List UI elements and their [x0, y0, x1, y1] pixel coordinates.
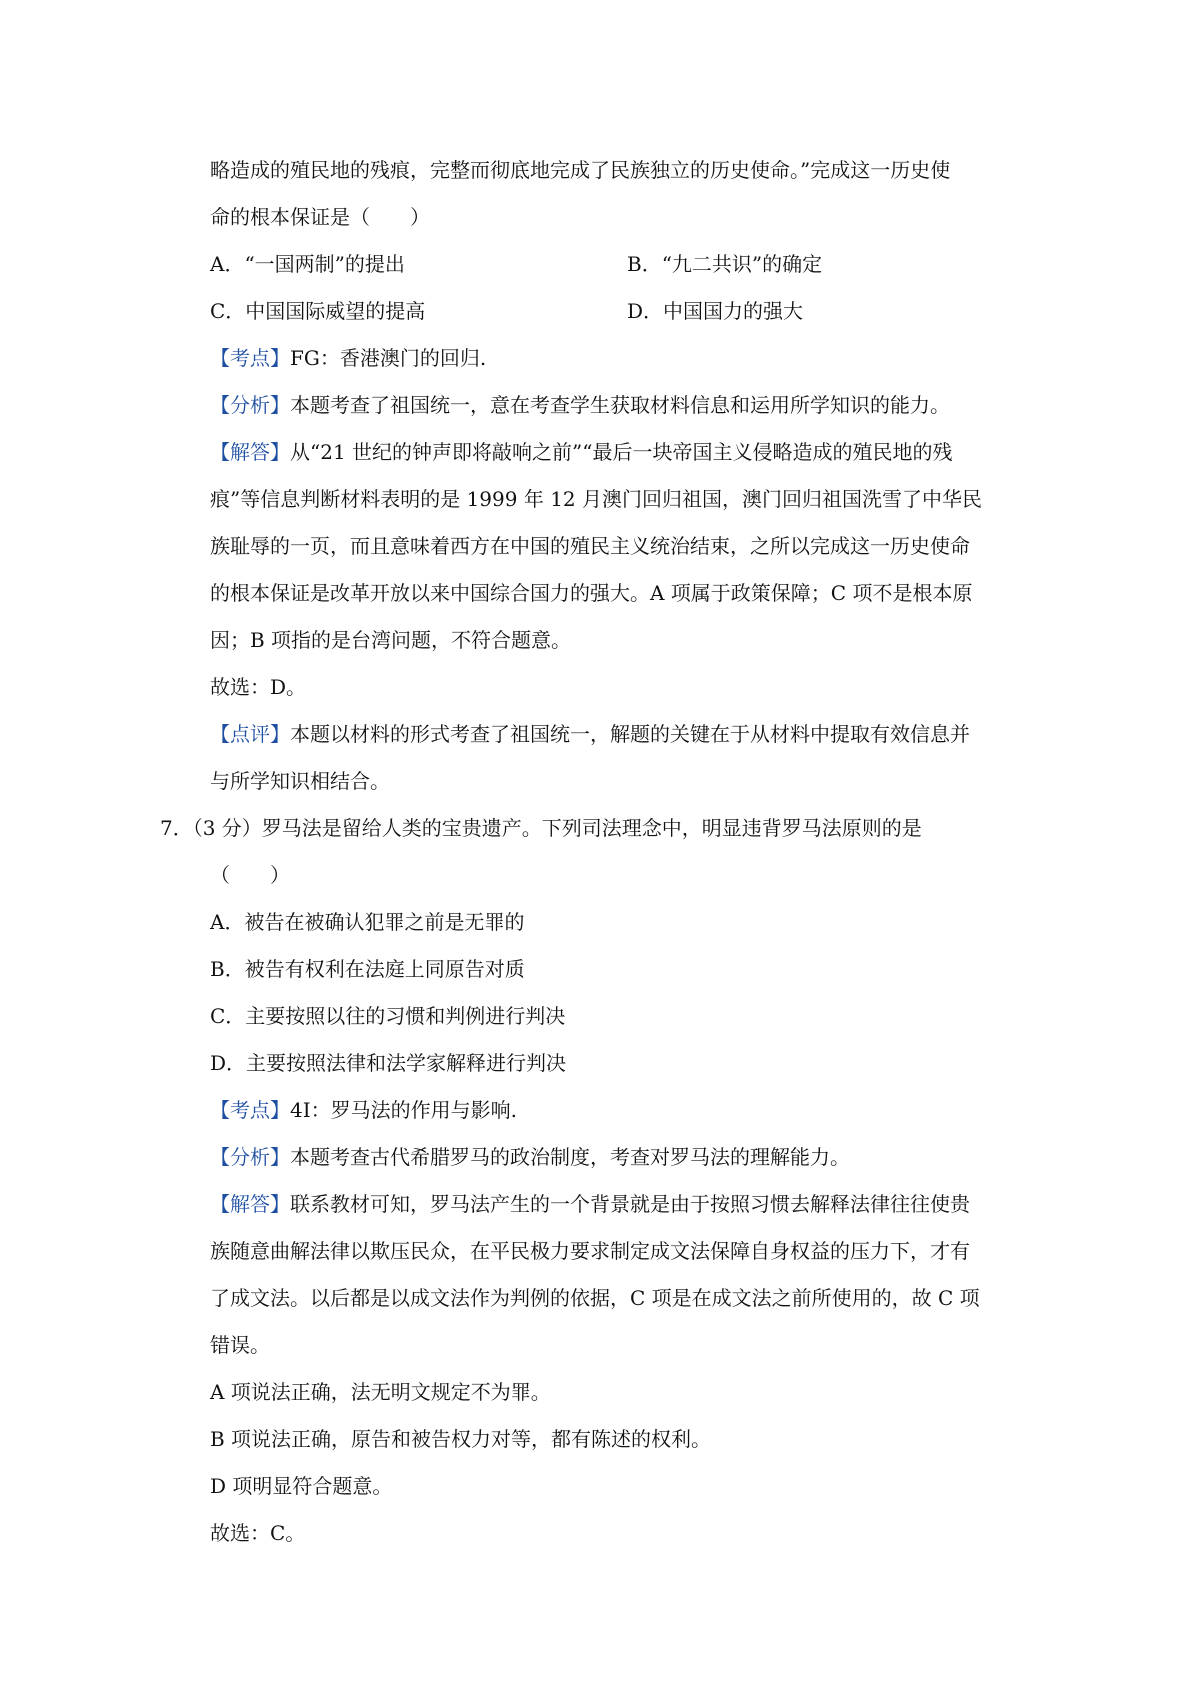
- q7-fenxi: [210, 1143, 850, 1171]
- jieda-tag: 【解答】: [210, 440, 290, 464]
- q7-option-b: B．被告有权利在法庭上同原告对质: [210, 957, 525, 981]
- q7-kaodian: [210, 1096, 517, 1124]
- q7-option-a: A．被告在被确认犯罪之前是无罪的: [210, 910, 525, 934]
- fenxi-text: 本题考查了祖国统一，意在考查学生获取材料信息和运用所学知识的能力。: [290, 393, 950, 417]
- q6-jieda-line-1: [210, 438, 952, 466]
- kaodian-text: 4I：罗马法的作用与影响.: [290, 1098, 517, 1122]
- q6-jieda-line-5: 因；B 项指的是台湾问题，不符合题意。: [210, 628, 572, 652]
- q6-jieda-line-2: 痕”等信息判断材料表明的是 1999 年 12 月澳门回归祖国，澳门回归祖国洗雪了中华民: [210, 487, 983, 511]
- q6-option-d: D．中国国力的强大: [627, 299, 804, 323]
- q7-note-a: A 项说法正确，法无明文规定不为罪。: [210, 1380, 551, 1404]
- q7-note-b: B 项说法正确，原告和被告权力对等，都有陈述的权利。: [210, 1427, 712, 1451]
- q6-stem-line-1: 略造成的殖民地的残痕，完整而彻底地完成了民族独立的历史使命。”完成这一历史使: [210, 158, 951, 182]
- q6-stem-line-2: 命的根本保证是（ ）: [210, 205, 430, 229]
- q7-stem-line-2: （ ）: [210, 863, 290, 887]
- kaodian-tag: 【考点】: [210, 346, 290, 370]
- dianping-text: 本题以材料的形式考查了祖国统一，解题的关键在于从材料中提取有效信息并: [290, 722, 970, 746]
- fenxi-tag: 【分析】: [210, 1145, 290, 1169]
- kaodian-text: FG：香港澳门的回归.: [290, 346, 487, 370]
- q6-option-c: C．中国国际威望的提高: [210, 299, 426, 323]
- q7-jieda-line-2: 族随意曲解法律以欺压民众，在平民极力要求制定成文法保障自身权益的压力下，才有: [210, 1239, 970, 1263]
- q6-jieda-line-3: 族耻辱的一页，而且意味着西方在中国的殖民主义统治结束，之所以完成这一历史使命: [210, 534, 970, 558]
- jieda-text: 从“21 世纪的钟声即将敲响之前”“最后一块帝国主义侵略造成的殖民地的残: [290, 440, 953, 464]
- q6-fenxi: [210, 391, 950, 419]
- q7-stem-line-1: 7．（3 分）罗马法是留给人类的宝贵遗产。下列司法理念中，明显违背罗马法原则的是: [160, 816, 922, 840]
- q6-option-b: B．“九二共识”的确定: [627, 252, 823, 276]
- jieda-tag: 【解答】: [210, 1192, 290, 1216]
- q7-option-c: C．主要按照以往的习惯和判例进行判决: [210, 1004, 566, 1028]
- q6-dianping-line-1: [210, 720, 970, 748]
- kaodian-tag: 【考点】: [210, 1098, 290, 1122]
- q6-option-a: A．“一国两制”的提出: [210, 252, 405, 276]
- q6-kaodian: [210, 344, 486, 372]
- q6-dianping-line-2: 与所学知识相结合。: [210, 769, 390, 793]
- q7-jieda-line-4: 错误。: [210, 1333, 270, 1357]
- dianping-tag: 【点评】: [210, 722, 290, 746]
- q7-note-d: D 项明显符合题意。: [210, 1474, 393, 1498]
- fenxi-text: 本题考查古代希腊罗马的政治制度，考查对罗马法的理解能力。: [290, 1145, 850, 1169]
- fenxi-tag: 【分析】: [210, 393, 290, 417]
- q7-option-d: D．主要按照法律和法学家解释进行判决: [210, 1051, 567, 1075]
- q7-answer: 故选：C。: [210, 1521, 306, 1545]
- q7-jieda-line-1: [210, 1190, 970, 1218]
- q7-jieda-line-3: 了成文法。以后都是以成文法作为判例的依据，C 项是在成文法之前所使用的，故 C 项: [210, 1286, 980, 1310]
- q6-answer: 故选：D。: [210, 675, 307, 699]
- q6-jieda-line-4: 的根本保证是改革开放以来中国综合国力的强大。A 项属于政策保障；C 项不是根本原: [210, 581, 973, 605]
- jieda-text: 联系教材可知，罗马法产生的一个背景就是由于按照习惯去解释法律往往使贵: [290, 1192, 970, 1216]
